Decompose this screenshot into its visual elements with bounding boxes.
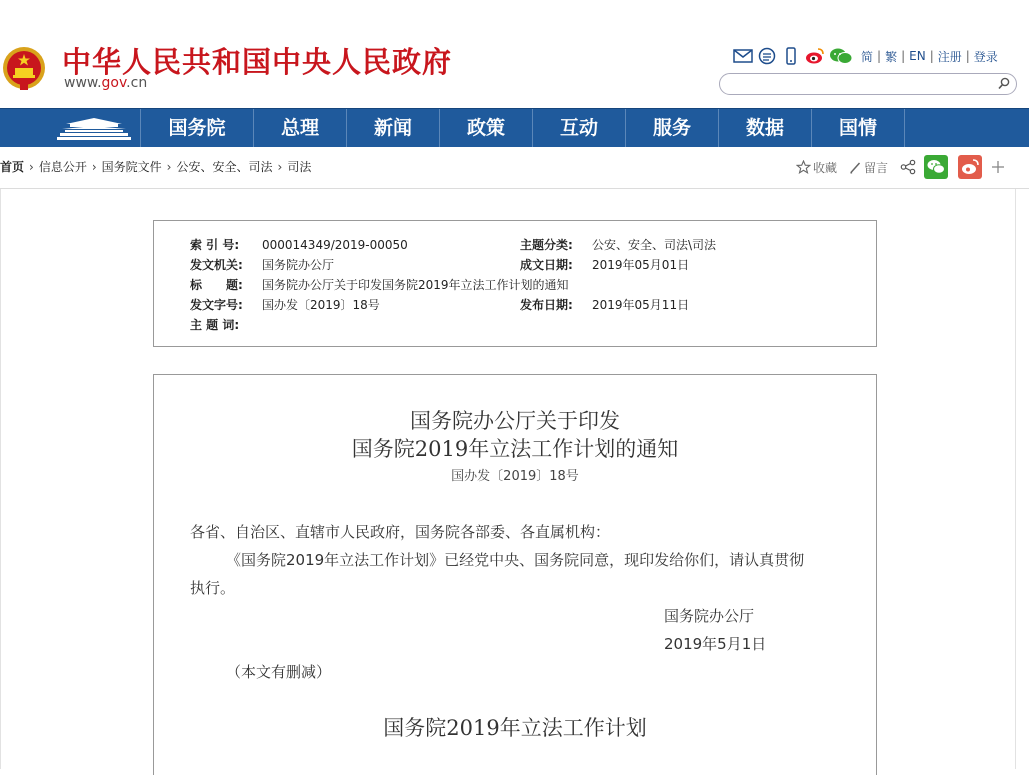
star-icon: [796, 160, 811, 174]
breadcrumb-public-security[interactable]: 公安、安全、司法: [176, 160, 273, 174]
more-icon[interactable]: [992, 161, 1004, 173]
wechat-icon[interactable]: [829, 47, 853, 65]
breadcrumb-home[interactable]: 首页: [0, 160, 25, 174]
site-url: [64, 75, 147, 91]
comment-button[interactable]: [849, 159, 888, 176]
weibo-share-icon[interactable]: [958, 155, 982, 179]
divider: |: [877, 49, 882, 63]
wechat-share-icon[interactable]: [924, 155, 948, 179]
nav-item-premier[interactable]: 总理: [254, 109, 347, 147]
nav-item-policies[interactable]: 政策: [440, 109, 533, 147]
site-url-brand: gov: [101, 75, 127, 91]
document-subtitle: 国务院2019年立法工作计划: [383, 716, 647, 740]
national-emblem-icon[interactable]: [2, 44, 46, 92]
search-input[interactable]: [732, 76, 996, 94]
meta-topic-value: 公安、安全、司法\司法: [592, 238, 717, 252]
document-metadata-table: [153, 220, 877, 347]
meta-title-label: 标 题:: [190, 278, 243, 292]
document-body: [153, 374, 877, 775]
signer: 国务院办公厅: [664, 607, 755, 625]
main-nav: [0, 108, 1029, 147]
breadcrumb: [0, 156, 311, 178]
nav-item-state-council[interactable]: 国务院: [141, 109, 254, 147]
breadcrumb-separator: ›: [91, 160, 97, 174]
pencil-icon: [849, 161, 862, 174]
breadcrumb-separator: ›: [29, 160, 34, 174]
meta-topic-label: 主题分类:: [520, 238, 573, 252]
meta-index-value: 000014349/2019-00050: [262, 238, 408, 252]
nav-item-services[interactable]: 服务: [626, 109, 719, 147]
meta-date-written-value: 2019年05月01日: [592, 258, 690, 272]
site-url-suffix: .cn: [126, 75, 148, 91]
share-bar: [796, 156, 1004, 178]
favorite-label: 收藏: [813, 160, 838, 175]
document-title-line2: 国务院2019年立法工作计划的通知: [351, 437, 679, 461]
meta-doc-no-label: 发文字号:: [190, 298, 243, 312]
lang-simplified-link[interactable]: 简: [861, 49, 874, 64]
breadcrumb-separator: ›: [277, 160, 283, 174]
meta-doc-no-value: 国办发〔2019〕18号: [262, 298, 380, 312]
nav-item-data[interactable]: 数据: [719, 109, 812, 147]
lang-english-link[interactable]: EN: [909, 49, 926, 63]
breadcrumb-separator: ›: [166, 160, 172, 174]
login-link[interactable]: 登录: [973, 49, 998, 64]
site-header: [0, 0, 1029, 108]
meta-date-written-label: 成文日期:: [520, 258, 573, 272]
document-title-line1: 国务院办公厅关于印发: [410, 409, 620, 433]
body-paragraph-line2: 执行。: [190, 579, 236, 597]
tiananmen-icon: [48, 109, 140, 147]
nav-item-interaction[interactable]: 互动: [533, 109, 626, 147]
divider: |: [965, 49, 970, 63]
header-tools: [733, 46, 1002, 66]
document-number: 国办发〔2019〕18号: [451, 469, 579, 484]
lang-traditional-link[interactable]: 繁: [885, 49, 898, 64]
sign-date: 2019年5月1日: [664, 635, 767, 653]
nav-home-button[interactable]: [48, 109, 141, 147]
meta-issuer-label: 发文机关:: [190, 258, 243, 272]
nav-item-china-profile[interactable]: 国情: [812, 109, 905, 147]
meta-publish-label: 发布日期:: [520, 298, 573, 312]
share-icon[interactable]: [900, 159, 916, 175]
register-link[interactable]: 注册: [937, 49, 962, 64]
favorite-button[interactable]: [796, 159, 837, 176]
mail-icon[interactable]: [733, 47, 753, 65]
breadcrumb-judiciary[interactable]: 司法: [287, 160, 312, 174]
nav-item-news[interactable]: 新闻: [347, 109, 440, 147]
body-paragraph-line1: 《国务院2019年立法工作计划》已经党中央、国务院同意，现印发给你们，请认真贯彻: [226, 551, 805, 569]
site-title[interactable]: 中华人民共和国中央人民政府: [62, 45, 453, 79]
weibo-icon[interactable]: [805, 47, 825, 65]
meta-title-value: 国务院办公厅关于印发国务院2019年立法工作计划的通知: [262, 278, 569, 292]
abridged-note: （本文有删减）: [226, 663, 332, 681]
comment-label: 留言: [864, 160, 889, 175]
meta-issuer-value: 国务院办公厅: [262, 258, 335, 272]
salutation: 各省、自治区、直辖市人民政府，国务院各部委、各直属机构：: [190, 523, 611, 541]
search-box: [719, 73, 1017, 95]
rss-icon[interactable]: [757, 47, 777, 65]
meta-index-label: 索 引 号:: [190, 238, 240, 252]
mobile-icon[interactable]: [781, 47, 801, 65]
breadcrumb-state-council-docs[interactable]: 国务院文件: [101, 160, 162, 174]
meta-publish-value: 2019年05月11日: [592, 298, 690, 312]
search-icon[interactable]: [998, 77, 1010, 90]
divider: |: [929, 49, 934, 63]
meta-keywords-label: 主 题 词:: [190, 318, 240, 332]
breadcrumb-info-disclosure[interactable]: 信息公开: [38, 160, 87, 174]
site-url-prefix: www.: [64, 75, 102, 91]
divider: |: [901, 49, 906, 63]
